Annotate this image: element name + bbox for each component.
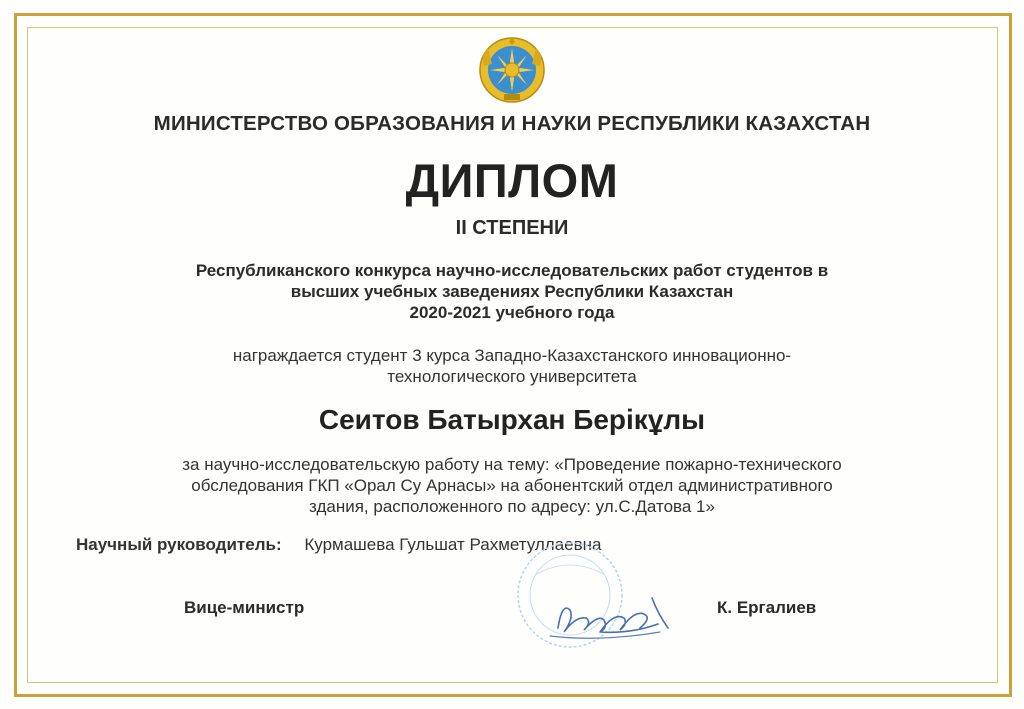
topic-line: здания, расположенного по адресу: ул.С.Датова 1» <box>309 497 715 516</box>
recipient-name: Сеитов Батырхан Берікұлы <box>318 404 706 435</box>
state-emblem-icon <box>478 36 546 104</box>
topic-line: обследования ГКП «Орал Су Арнасы» на абонентский отдел административного <box>191 476 833 495</box>
contest-line: Республиканского конкурса научно-исследовательских работ студентов в <box>195 261 829 280</box>
awarded-line: технологического университета <box>387 367 637 386</box>
awarded-line: награждается студент 3 курса Западно-Казахстанского инновационно- <box>232 346 792 365</box>
contest-line: высших учебных заведениях Республики Казахстан <box>290 282 734 301</box>
ministry-heading: МИНИСТЕРСТВО ОБРАЗОВАНИЯ И НАУКИ РЕСПУБЛИКИ КАЗАХСТАН <box>153 112 871 135</box>
topic-line: за научно-исследовательскую работу на тему: «Проведение пожарно-технического <box>182 455 842 474</box>
degree-subtitle: II СТЕПЕНИ <box>455 217 569 239</box>
signatory-position: Вице-министр <box>184 598 305 617</box>
supervisor-name: Курмашева Гульшат Рахметуллаевна <box>304 535 602 554</box>
signatory-name: К. Ергалиев <box>717 598 817 617</box>
supervisor-label: Научный руководитель: <box>76 535 282 554</box>
contest-line: 2020-2021 учебного года <box>409 303 615 322</box>
contest-description <box>112 260 912 323</box>
awarded-text <box>112 345 912 387</box>
diploma-title: ДИПЛОМ <box>405 154 619 207</box>
signature-mark <box>540 588 690 648</box>
research-topic <box>92 454 932 517</box>
